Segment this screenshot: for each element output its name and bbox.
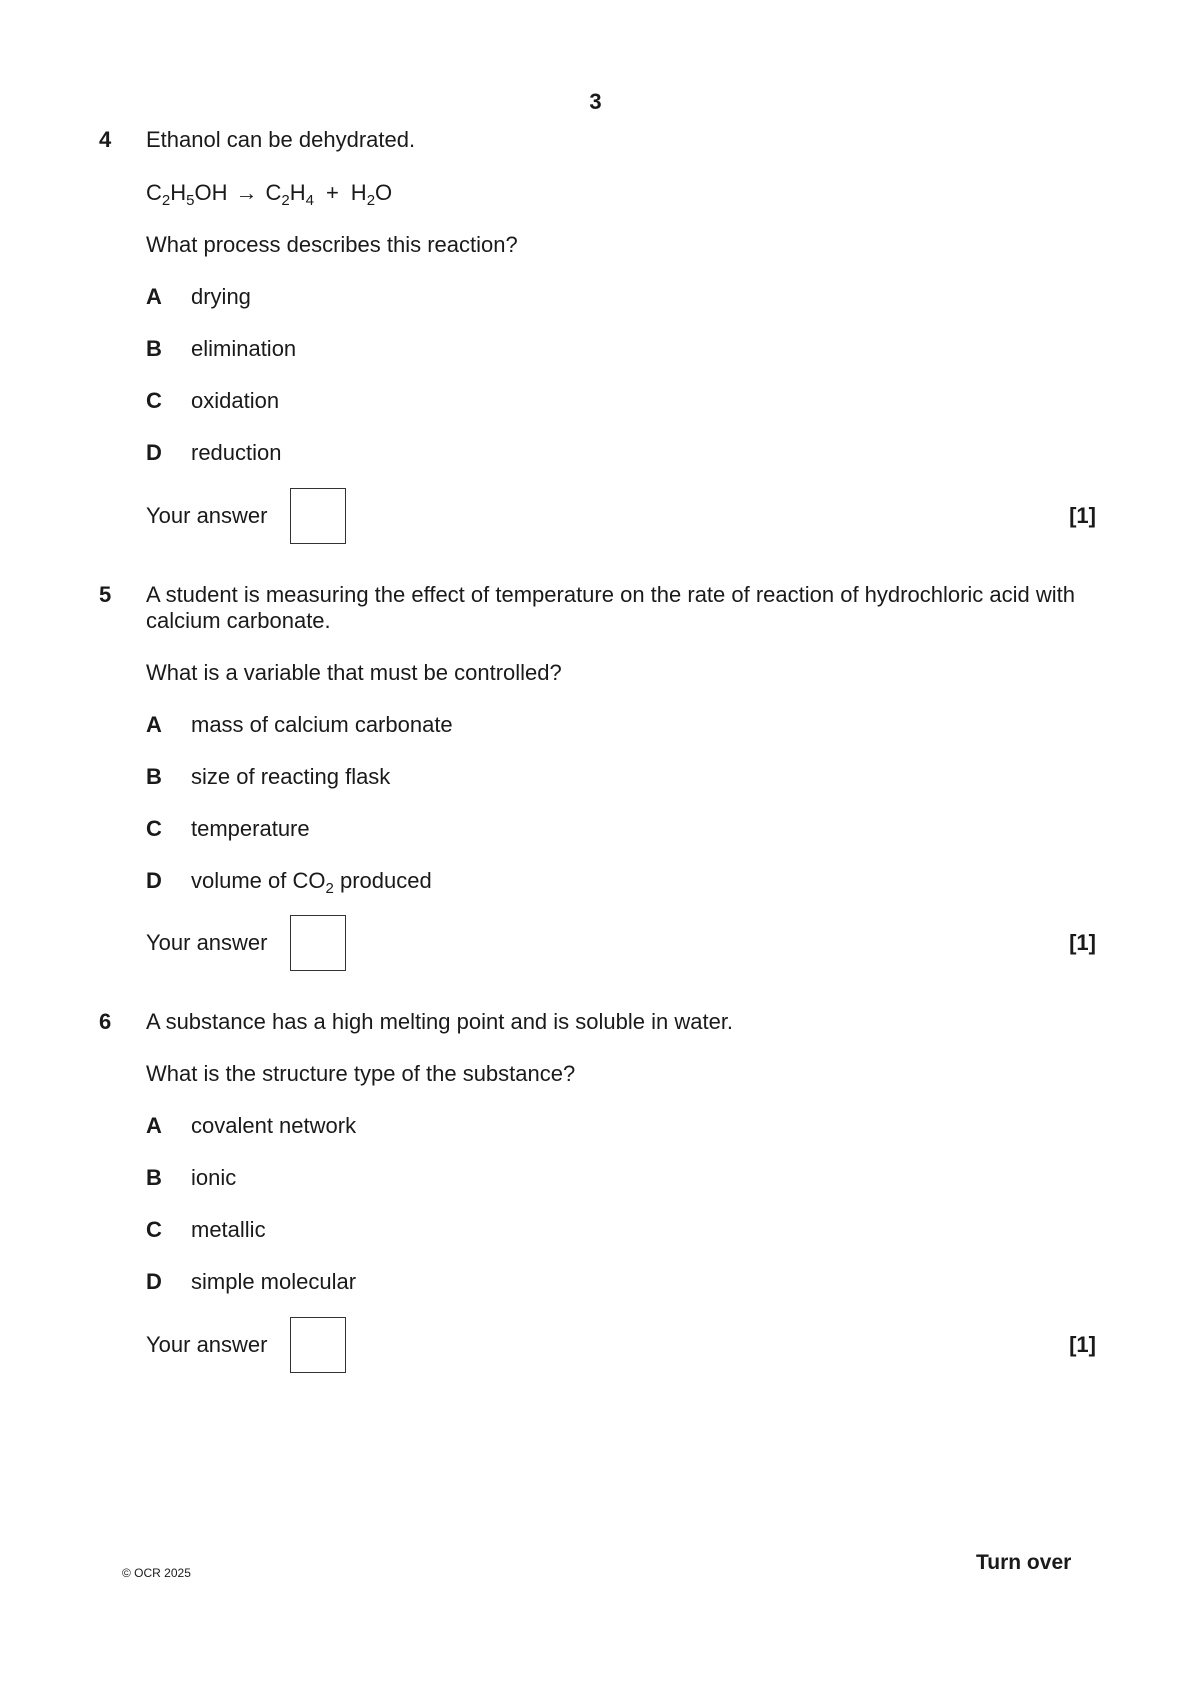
question-prompt: What is the structure type of the substance? <box>146 1061 576 1086</box>
formula-text: C <box>265 180 282 205</box>
equation-reactant <box>146 180 228 209</box>
formula-text: OH <box>194 180 228 205</box>
formula-text: H <box>170 180 187 205</box>
formula-text: H <box>289 180 306 205</box>
option-text: oxidation <box>191 388 280 413</box>
option-text: simple molecular <box>191 1269 357 1294</box>
answer-box[interactable] <box>290 1317 346 1373</box>
option-letter: A <box>146 1113 162 1138</box>
answer-label: Your answer <box>146 1332 268 1357</box>
formula-subscript: 2 <box>281 192 290 209</box>
formula-subscript: 5 <box>186 192 195 209</box>
question-number: 5 <box>99 582 112 607</box>
formula-subscript: 2 <box>161 192 171 209</box>
formula-subscript: 2 <box>366 192 376 209</box>
option-letter: B <box>146 764 162 789</box>
option-letter: B <box>146 336 162 361</box>
option-letter: A <box>146 712 162 737</box>
answer-box[interactable] <box>290 915 346 971</box>
answer-label: Your answer <box>146 930 268 955</box>
page-number: 3 <box>589 89 602 114</box>
subscript: 2 <box>325 880 334 897</box>
question-prompt: What process describes this reaction? <box>146 232 518 257</box>
marks: [1] <box>1069 1332 1096 1357</box>
answer-box[interactable] <box>290 488 346 544</box>
formula-subscript: 4 <box>305 192 314 209</box>
copyright: © OCR 2025 <box>122 1566 191 1580</box>
option-text-part: volume of CO <box>191 868 326 893</box>
option-letter: D <box>146 1269 162 1294</box>
question-stem: A substance has a high melting point and is soluble in water. <box>146 1009 734 1034</box>
option-text: temperature <box>191 816 310 841</box>
option-text: elimination <box>191 336 297 361</box>
option-letter: C <box>146 1217 162 1242</box>
option-letter: C <box>146 816 162 841</box>
question-number: 6 <box>99 1009 112 1034</box>
option-text: mass of calcium carbonate <box>191 712 453 737</box>
option-letter: C <box>146 388 162 413</box>
marks: [1] <box>1069 930 1096 955</box>
formula-text: H <box>350 180 367 205</box>
marks: [1] <box>1069 503 1096 528</box>
answer-label: Your answer <box>146 503 268 528</box>
equation-product <box>350 180 393 209</box>
reaction-arrow: → <box>235 180 258 205</box>
option-text: reduction <box>191 440 282 465</box>
option-letter: B <box>146 1165 162 1190</box>
option-text: ionic <box>191 1165 237 1190</box>
equation-product <box>265 180 314 209</box>
chemical-equation <box>146 180 393 209</box>
option-text: size of reacting flask <box>191 764 391 789</box>
question-stem: A student is measuring the effect of temperature on the rate of reaction of hydrochloric acid with calcium carbonate. <box>146 582 1075 633</box>
question-number: 4 <box>99 127 112 152</box>
option-letter: A <box>146 284 162 309</box>
option-text: metallic <box>191 1217 266 1242</box>
option-text <box>191 868 432 897</box>
question-prompt: What is a variable that must be controlled? <box>146 660 562 685</box>
question-stem: Ethanol can be dehydrated. <box>146 127 416 152</box>
option-letter: D <box>146 868 162 893</box>
formula-text: C <box>146 180 162 205</box>
option-text: covalent network <box>191 1113 357 1138</box>
turn-over: Turn over <box>976 1551 1072 1574</box>
option-text: drying <box>191 284 251 309</box>
option-text-part: produced <box>333 868 432 893</box>
option-letter: D <box>146 440 162 465</box>
equation-plus: + <box>325 180 339 205</box>
formula-text: O <box>375 180 393 205</box>
